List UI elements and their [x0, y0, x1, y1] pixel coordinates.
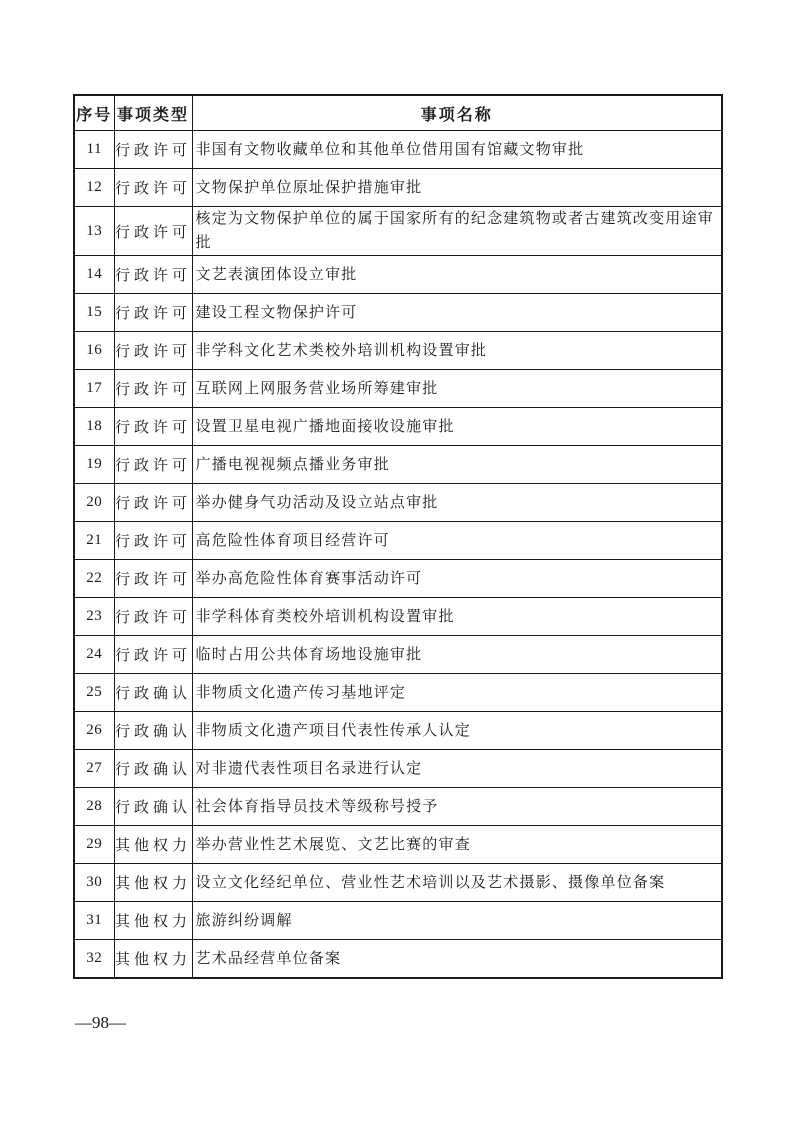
- table-row: [74, 484, 722, 522]
- table-row: [74, 940, 722, 979]
- row-item-name: 核定为文物保护单位的属于国家所有的纪念建筑物或者古建筑改变用途审批: [192, 207, 722, 256]
- row-item-name: 非学科文化艺术类校外培训机构设置审批: [192, 332, 722, 370]
- row-item-name: 高危险性体育项目经营许可: [192, 522, 722, 560]
- row-serial-number: 24: [74, 636, 114, 674]
- row-item-name: 文艺表演团体设立审批: [192, 256, 722, 294]
- row-item-name: 非学科体育类校外培训机构设置审批: [192, 598, 722, 636]
- row-item-type: 行政许可: [114, 598, 192, 636]
- row-item-name: 设立文化经纪单位、营业性艺术培训以及艺术摄影、摄像单位备案: [192, 864, 722, 902]
- row-serial-number: 23: [74, 598, 114, 636]
- row-item-type: 行政许可: [114, 446, 192, 484]
- row-item-name: 非物质文化遗产传习基地评定: [192, 674, 722, 712]
- row-item-name: 非国有文物收藏单位和其他单位借用国有馆藏文物审批: [192, 131, 722, 169]
- items-table: [73, 94, 723, 979]
- table-row: [74, 674, 722, 712]
- table-row: [74, 446, 722, 484]
- table-row: [74, 598, 722, 636]
- table-row: [74, 408, 722, 446]
- row-item-name: 举办营业性艺术展览、文艺比赛的审查: [192, 826, 722, 864]
- table-row: [74, 370, 722, 408]
- row-item-type: 行政许可: [114, 370, 192, 408]
- row-item-type: 行政许可: [114, 484, 192, 522]
- row-serial-number: 31: [74, 902, 114, 940]
- row-item-type: 行政许可: [114, 256, 192, 294]
- row-serial-number: 20: [74, 484, 114, 522]
- row-serial-number: 13: [74, 207, 114, 256]
- row-serial-number: 30: [74, 864, 114, 902]
- row-serial-number: 19: [74, 446, 114, 484]
- row-item-type: 行政许可: [114, 560, 192, 598]
- table-row: [74, 712, 722, 750]
- row-serial-number: 26: [74, 712, 114, 750]
- table-row: [74, 864, 722, 902]
- header-serial-number: 序号: [74, 95, 114, 131]
- row-item-type: 行政许可: [114, 169, 192, 207]
- row-item-type: 行政许可: [114, 332, 192, 370]
- table-row: [74, 131, 722, 169]
- row-serial-number: 16: [74, 332, 114, 370]
- row-serial-number: 18: [74, 408, 114, 446]
- row-item-name: 社会体育指导员技术等级称号授予: [192, 788, 722, 826]
- row-serial-number: 11: [74, 131, 114, 169]
- table-row: [74, 522, 722, 560]
- table-row: [74, 750, 722, 788]
- row-item-type: 行政许可: [114, 294, 192, 332]
- row-item-name: 举办健身气功活动及设立站点审批: [192, 484, 722, 522]
- row-item-type: 行政确认: [114, 712, 192, 750]
- row-item-type: 其他权力: [114, 864, 192, 902]
- table-row: [74, 788, 722, 826]
- row-item-type: 行政许可: [114, 636, 192, 674]
- row-serial-number: 12: [74, 169, 114, 207]
- table-row: [74, 636, 722, 674]
- row-item-name: 举办高危险性体育赛事活动许可: [192, 560, 722, 598]
- page-number: —98—: [75, 1013, 126, 1032]
- row-serial-number: 29: [74, 826, 114, 864]
- header-item-type: 事项类型: [114, 95, 192, 131]
- table-row: [74, 560, 722, 598]
- table-row: [74, 207, 722, 256]
- row-item-name: 互联网上网服务营业场所筹建审批: [192, 370, 722, 408]
- row-item-type: 行政许可: [114, 131, 192, 169]
- table-row: [74, 169, 722, 207]
- row-item-name: 建设工程文物保护许可: [192, 294, 722, 332]
- table-row: [74, 294, 722, 332]
- row-item-type: 其他权力: [114, 826, 192, 864]
- table-row: [74, 826, 722, 864]
- row-serial-number: 28: [74, 788, 114, 826]
- row-item-name: 文物保护单位原址保护措施审批: [192, 169, 722, 207]
- row-serial-number: 15: [74, 294, 114, 332]
- row-item-name: 广播电视视频点播业务审批: [192, 446, 722, 484]
- row-item-name: 非物质文化遗产项目代表性传承人认定: [192, 712, 722, 750]
- row-item-name: 设置卫星电视广播地面接收设施审批: [192, 408, 722, 446]
- row-item-type: 行政许可: [114, 207, 192, 256]
- row-item-type: 行政许可: [114, 408, 192, 446]
- row-serial-number: 27: [74, 750, 114, 788]
- table-row: [74, 256, 722, 294]
- row-item-type: 行政确认: [114, 750, 192, 788]
- row-serial-number: 25: [74, 674, 114, 712]
- row-item-type: 行政确认: [114, 788, 192, 826]
- table-row: [74, 332, 722, 370]
- row-item-name: 对非遗代表性项目名录进行认定: [192, 750, 722, 788]
- row-item-type: 其他权力: [114, 902, 192, 940]
- row-serial-number: 32: [74, 940, 114, 979]
- row-serial-number: 17: [74, 370, 114, 408]
- row-item-name: 旅游纠纷调解: [192, 902, 722, 940]
- row-item-type: 其他权力: [114, 940, 192, 979]
- row-item-type: 行政确认: [114, 674, 192, 712]
- row-item-type: 行政许可: [114, 522, 192, 560]
- table-row: [74, 902, 722, 940]
- row-item-name: 艺术品经营单位备案: [192, 940, 722, 979]
- row-serial-number: 21: [74, 522, 114, 560]
- header-item-name: 事项名称: [192, 95, 722, 131]
- row-serial-number: 22: [74, 560, 114, 598]
- row-serial-number: 14: [74, 256, 114, 294]
- row-item-name: 临时占用公共体育场地设施审批: [192, 636, 722, 674]
- table-header-row: [74, 95, 722, 131]
